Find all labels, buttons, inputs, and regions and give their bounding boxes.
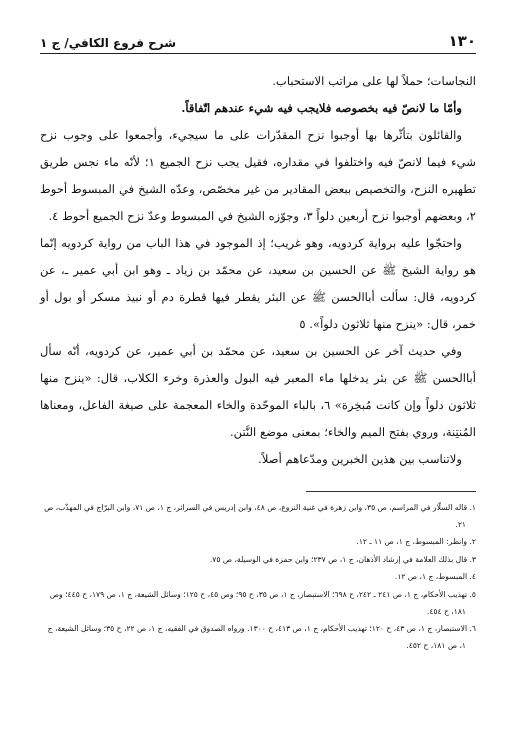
paragraph-1: النجاسات؛ حملاً لها على مراتب الاستحباب. (272, 74, 476, 88)
paragraph-6: ولاتناسب بين هذين الخبرين ومدّعاهم أصلاً. (258, 452, 462, 466)
footnote-1: ١. قاله السلّار في المراسم، ص ٣٥، وابن زهرة في غنية النزوع، ص ٤٨، وابن إدريس في السرائر، ج ١، ص ٧١، وابن البرّاج في المهذّب، ص ٢١. (44, 503, 476, 529)
paragraph-3: والقائلون بتأثّرها بها أوجبوا نزح المقدّرات على ما سيجيء، وأجمعوا على وجوب نزح شيء فيما لانصّ فيه واختلفوا في مقداره، فقيل يجب نزح الجميع ١؛ لأنّه ماء نجس طريق تطهيره النزح، والتخصيص ببعض المقادير من غير مخصّص، وعدّه الشيخ في المبسوط أحوط ٢، وبعضهم أوجبوا نزح أربعين دلواً ٣، وجوّزه الشيخ في المبسوط وعدّ نزح الجميع أحوط ٤. (40, 128, 477, 223)
running-title: شرح فروع الكافي/ ج ١ (40, 36, 177, 50)
body-text (40, 68, 476, 473)
paragraph-5: وفي حديث آخر عن الحسين بن سعيد، عن محمّد بن أبي عمير، عن كردويه، أنّه سأل أباالحسن ﷺ عن بئر يدخلها ماء المعبر فيه البول والعذرة وخرء الكلاب، قال: «ينزح منها ثلاثون دلواً وإن كانت مُبخِرة» ٦، بالباء الموحّدة والخاء المعجمة على صيغة الفاعل، ومعناها المُنتِنة، وروي بفتح الميم والخاء؛ بمعنى موضع النَّتن. (40, 344, 476, 439)
page-header (40, 30, 476, 50)
paragraph-4: واحتجّوا عليه برواية كردويه، وهو غريب؛ إذ الموجود في هذا الباب من رواية كردويه إنّما هو رواية الشيخ ﷺ عن الحسين بن سعيد، عن محمّد بن زياد ـ وهو ابن أبي عمير ـ، عن كردويه، قال: سألت أباالحسن ﷺ عن البئر يقطر فيها قطرة دم أو نبيذ مسكر أو بول أو خمر، قال: «ينزح منها ثلاثون دلواً». ٥ (40, 236, 476, 331)
footnote-rule (306, 491, 476, 492)
header-rule (40, 53, 476, 54)
page-number: ١٣٠ (448, 32, 476, 50)
paragraph-2: وأمّا ما لانصّ فيه بخصوصه فلايجب فيه شيء عندهم اتّفاقاً. (181, 101, 462, 115)
footnote-3: ٣. قال بذلك العلامة في إرشاد الأذهان، ج ١، ص ٢٣٧؛ وابن حمزة في الوسيلة، ص ٧٥. (209, 554, 476, 564)
footnote-2: ٢. وانظر: المبسوط، ج ١، ص ١١ ـ ١٢. (356, 537, 476, 547)
footnotes (40, 500, 476, 654)
footnote-4: ٤. المبسوط، ج ١، ص ١٢. (394, 572, 476, 582)
footnote-6: ٦. الاستبصار، ج ١، ص ٤٣، ح ١٢٠؛ تهذيب الأحكام، ج ١، ص ٤١٣، ح ١٣٠٠. ورواه الصدوق في الفقيه، ج ١، ص ٢٢، ح ٣٥؛ وسائل الشيعة، ج ١، ص ١٨١، ح ٤٥٢. (47, 624, 476, 650)
footnote-5: ٥. تهذيب الأحكام، ج ١، ص ٢٤١ ـ ٢٤٢، ح ٦٩٨؛ الاستبصار، ج ١، ص ٣٥، ح ٩٥؛ وص ٤٥، ح ١٢٥؛ وسائل الشيعة، ج ١، ص ١٧٩، ح ٤٤٥؛ وص ١٨١، ح ٤٥٤. (49, 589, 476, 616)
